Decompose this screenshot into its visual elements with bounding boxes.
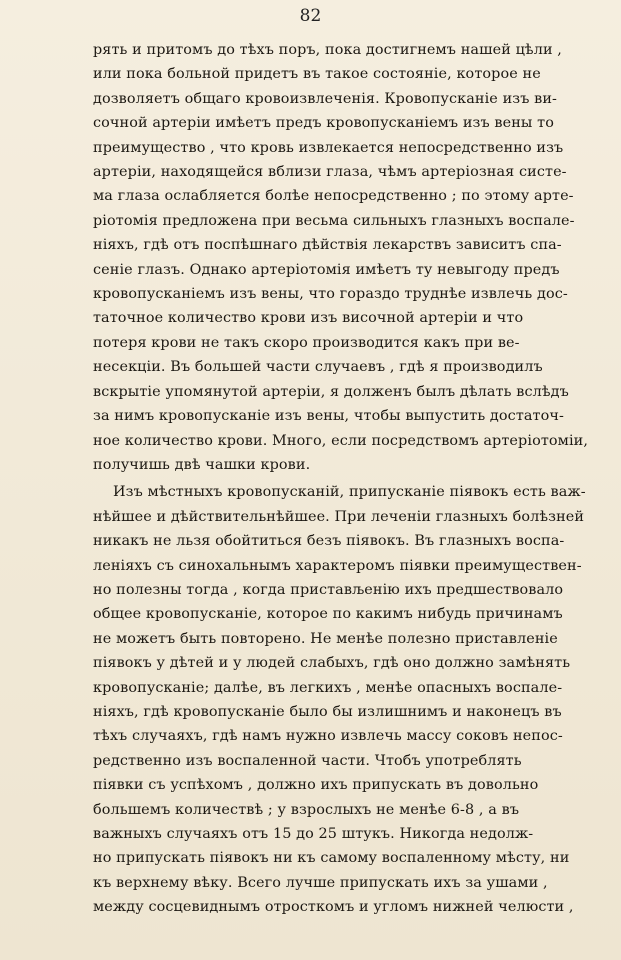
text-line: ніяхъ, гдѣ отъ поспѣшнаго дѣйствія лекарствъ зависитъ спа- xyxy=(93,237,562,254)
text-line: дозволяетъ общаго кровоизвлеченія. Кровопусканіе изъ ви- xyxy=(93,90,557,107)
text-line: не можетъ быть повторено. Не менѣе полезно приставленіе xyxy=(93,630,558,647)
text-line: кровопусканіемъ изъ вены, что гораздо труднѣе извлечь дос- xyxy=(93,286,568,303)
text-line: артеріи, находящейся вблизи глаза, чѣмъ артеріозная систе- xyxy=(93,164,567,181)
text-line: редственно изъ воспаленной части. Чтобъ употреблять xyxy=(93,752,522,769)
text-line: важныхъ случаяхъ отъ 15 до 25 штукъ. Никогда недолж- xyxy=(93,826,534,842)
text-line: потеря крови не такъ скоро производится какъ при ве- xyxy=(93,334,520,351)
text-line: между сосцевиднымъ отросткомъ и угломъ нижней челюсти , xyxy=(93,899,574,916)
text-line: ма глаза ослабляется болѣе непосредственно ; по этому арте- xyxy=(93,188,574,205)
text-line: за нимъ кровопусканіе изъ вены, чтобы выпустить достаточ- xyxy=(93,408,564,425)
text-line: сочной артеріи имѣетъ предъ кровопусканіемъ изъ вены то xyxy=(93,115,554,132)
text-line: піявки съ успѣхомъ , должно ихъ припускать въ довольно xyxy=(93,777,539,794)
text-line: кровопусканіе; далѣе, въ легкихъ , менѣе опасныхъ воспале- xyxy=(93,679,563,696)
text-body xyxy=(93,38,611,920)
paragraph xyxy=(93,480,611,919)
text-line: леніяхъ съ синохальнымъ характеромъ піявки преимуществен- xyxy=(93,557,582,574)
text-line: получишь двѣ чашки крови. xyxy=(93,456,311,473)
text-line: несекціи. Въ большей части случаевъ , гдѣ я производилъ xyxy=(93,359,543,376)
text-line: тѣхъ случаяхъ, гдѣ намъ нужно извлечь массу соковъ непос- xyxy=(93,728,563,745)
text-line: большемъ количествѣ ; у взрослыхъ не менѣе 6-8 , а въ xyxy=(93,801,520,818)
text-line: таточное количество крови изъ височной артеріи и что xyxy=(93,310,524,327)
text-line: или пока больной придетъ въ такое состояніе, которое не xyxy=(93,66,541,83)
text-line: преимущество , что кровь извлекается непосредственно изъ xyxy=(93,139,564,156)
text-line: Изъ мѣстныхъ кровопусканій, припусканіе піявокъ есть важ- xyxy=(113,484,586,501)
text-line: нѣйшее и дѣйствительнѣйшее. При леченіи глазныхъ болѣзней xyxy=(93,508,585,525)
text-line: сеніе глазъ. Однако артеріотомія имѣетъ ту невыгоду предъ xyxy=(93,261,560,278)
text-line: ніяхъ, гдѣ кровопусканіе было бы излишнимъ и наконецъ въ xyxy=(93,703,562,720)
text-line: піявокъ у дѣтей и у людей слабыхъ, гдѣ оно должно замѣнять xyxy=(93,655,571,672)
text-line: вскрытіе упомянутой артеріи, я долженъ былъ дѣлать вслѣдъ xyxy=(93,383,569,400)
text-line: ное количество крови. Много, если посредствомъ артеріотоміи, xyxy=(93,432,589,449)
text-line: къ верхнему вѣку. Всего лучше припускать ихъ за ушами , xyxy=(93,874,548,891)
text-line: но полезны тогда , когда пристављенію ихъ предшествовало xyxy=(93,581,564,598)
text-line: общее кровопусканіе, которое по какимъ нибудь причинамъ xyxy=(93,606,563,623)
text-line: ріотомія предложена при весьма сильныхъ глазныхъ воспале- xyxy=(93,212,575,229)
page-number: 82 xyxy=(299,6,322,26)
text-line: рять и притомъ до тѣхъ поръ, пока достигнемъ нашей цѣли , xyxy=(93,42,562,58)
paragraph xyxy=(93,38,611,477)
text-line: никакъ не льзя обойтиться безъ піявокъ. Въ глазныхъ воспа- xyxy=(93,533,565,550)
text-line: но припускать піявокъ ни къ самому воспаленному мѣсту, ни xyxy=(93,850,570,867)
